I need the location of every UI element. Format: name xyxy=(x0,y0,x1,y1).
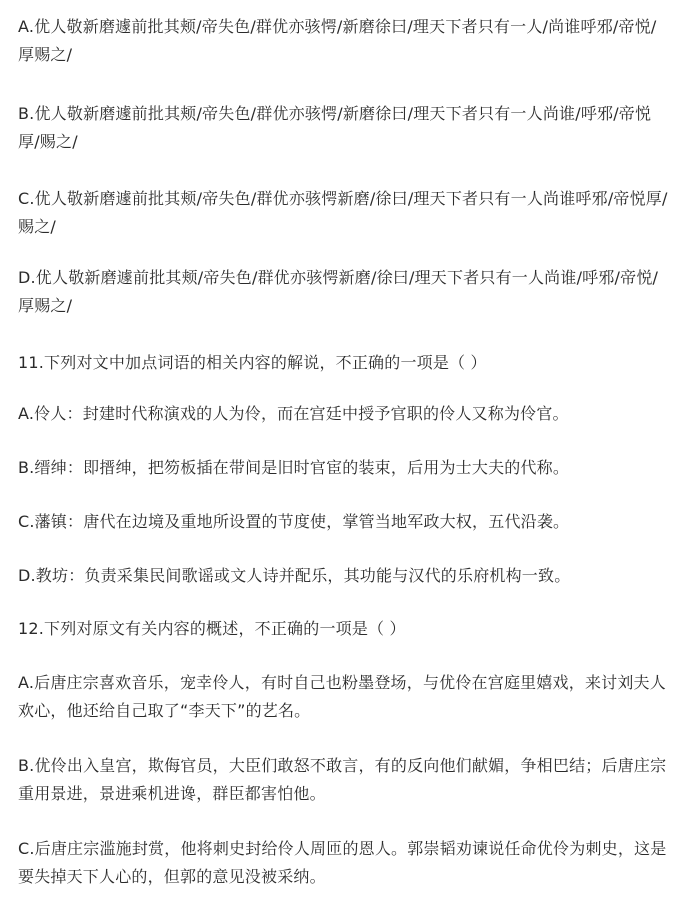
q11-option-c: C.藩镇：唐代在边境及重地所设置的节度使，掌管当地军政大权，五代沿袭。 xyxy=(18,512,570,531)
q12-option-a: A.后唐庄宗喜欢音乐，宠幸伶人，有时自己也粉墨登场，与优伶在宫庭里嬉戏，来讨刘夫人欢心，他还给自己取了“李天下”的艺名。 xyxy=(18,673,666,720)
q12-stem: 12.下列对原文有关内容的概述，不正确的一项是（ ） xyxy=(18,619,406,638)
q11-option-d: D.教坊：负责采集民间歌谣或文人诗并配乐，其功能与汉代的乐府机构一致。 xyxy=(18,566,571,585)
q11-option-b: B.缙绅：即搢绅，把笏板插在带间是旧时官宦的装束，后用为士大夫的代称。 xyxy=(18,458,570,477)
q11-option-a: A.伶人：封建时代称演戏的人为伶，而在宫廷中授予官职的伶人又称为伶官。 xyxy=(18,404,569,423)
q12-option-c: C.后唐庄宗滥施封赏，他将刺史封给伶人周匝的恩人。郭崇韬劝谏说任命优伶为刺史，这是要失掉天下人心的，但郭的意见没被采纳。 xyxy=(18,839,667,886)
q10-option-d: D.优人敬新磨遽前批其颊/帝失色/群优亦骇愕新磨/徐曰/理天下者只有一人尚谁/呼邪/帝悦/厚赐之/ xyxy=(18,268,659,315)
q10-option-a: A.优人敬新磨遽前批其颊/帝失色/群优亦骇愕/新磨徐曰/理天下者只有一人/尚谁呼邪/帝悦/厚赐之/ xyxy=(18,17,657,64)
q10-option-c: C.优人敬新磨遽前批其颊/帝失色/群优亦骇愕新磨/徐曰/理天下者只有一人尚谁呼邪/帝悦厚/赐之/ xyxy=(18,189,668,236)
q11-stem: 11.下列对文中加点词语的相关内容的解说，不正确的一项是（ ） xyxy=(18,353,487,372)
q12-option-b: B.优伶出入皇宫，欺侮官员，大臣们敢怒不敢言，有的反向他们献媚，争相巴结；后唐庄宗重用景进，景进乘机进谗，群臣都害怕他。 xyxy=(18,756,667,803)
q10-option-b: B.优人敬新磨遽前批其颊/帝失色/群优亦骇愕/新磨徐曰/理天下者只有一人尚谁/呼邪/帝悦厚/赐之/ xyxy=(18,104,652,151)
